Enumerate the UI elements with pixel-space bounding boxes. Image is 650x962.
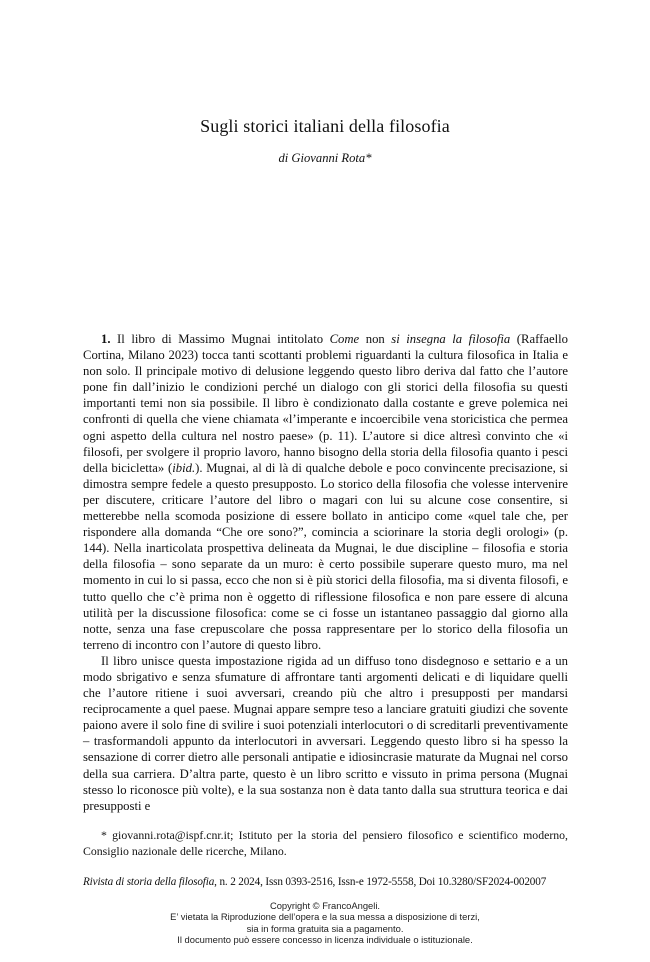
article-title: Sugli storici italiani della filosofia	[200, 116, 450, 136]
article-body	[83, 331, 568, 814]
copyright-line-2: E’ vietata la Riproduzione dell’opera e la sua messa a disposizione di terzi,	[170, 911, 480, 923]
journal-details: , n. 2 2024, Issn 0393-2516, Issn-e 1972-5558, Doi 10.3280/SF2024-002007	[214, 876, 547, 888]
book-title-part-1: Come	[329, 332, 360, 346]
copyright-line-3: sia in forma gratuita sia a pagamento.	[246, 922, 404, 934]
paragraph-1-text-b: non	[359, 332, 392, 346]
journal-citation	[83, 875, 568, 889]
book-title-part-2: si insegna la filosofia	[391, 332, 511, 346]
copyright-line-1: Copyright © FrancoAngeli.	[269, 900, 381, 911]
journal-name: Rivista di storia della filosofia	[83, 876, 215, 888]
paragraph-1-text-c: (Raffaello Cortina, Milano 2023) tocca tanti scottanti problemi riguardanti la cultura filosofica in Italia e non solo. Il principale motivo di delusione leggendo questo libro deriva dal fatto che l’autore pone fin dall’inizio le condizioni perché un dialogo con gli storici della filosofia su questi importanti temi non sia possibile. Il libro è condizionato dalla costante e greve polemica nei confronti di quella che viene chiamata «l’imperante e incoercibile vena storicistica che permea ogni aspetto della cultura nel nostro paese» (p. 11). L’autore si dice altresì convinto che «i filosofi, per svolgere il proprio lavoro, hanno bisogno della storia della filosofia quanto i pesci della bicicletta» (	[83, 332, 569, 475]
footnote-text: * giovanni.rota@ispf.cnr.it; Istituto per la storia del pensiero filosofico e scientifico moderno, Consiglio nazionale delle ricerche, Milano.	[83, 828, 568, 858]
section-number: 1.	[101, 332, 111, 346]
copyright-notice	[0, 900, 650, 946]
copyright-line-4: Il documento può essere concesso in licenza individuale o istituzionale.	[177, 934, 473, 946]
paragraph-1-text-a: Il libro di Massimo Mugnai intitolato	[110, 332, 330, 346]
article-author: di Giovanni Rota*	[278, 151, 372, 165]
footnote	[83, 827, 568, 859]
paragraph-2: Il libro unisce questa impostazione rigida ad un diffuso tono disdegnoso e settario e a un modo sbrigativo e senza sfumature di affrontare tanti argomenti delicati e di liquidare quelli che l’autore ritiene i suoi avversari, creando più che altro i presupposti per mandarsi reciprocamente a quel paese. Mugnai appare sempre teso a lanciare gratuiti giudizi che sovente paiono avere il solo fine di svilire i suoi potenziali interlocutori o di screditarli preventivamente – trasformandoli appunto da interlocutori in avversari. Leggendo questo libro si ha spesso la sensazione di correr dietro alle personali antipatie e idiosincrasie maturate da Mugnai nel corso della sua carriera. D’altra parte, questo è un libro scritto e vissuto in prima persona (Mugnai stesso lo riconosce più volte), e la sua sostanza non è data tanto dalla sua struttura teorica e dai presupposti e	[83, 653, 568, 813]
ibid-reference: ibid.	[172, 460, 196, 475]
paragraph-1	[83, 331, 568, 653]
paragraph-1-text-d: ). Mugnai, al di là di qualche debole e poco convincente precisazione, si dimostra sempre fedele a questo presupposto. Lo storico della filosofia che volesse intervenire per discutere, criticare l’autore del libro o magari con lui su alcune cose consentire, si metterebbe nella scomoda posizione di essere bollato in anticipo come «quel tale che, per rispondere alla domanda “Che ore sono?”, comincia a sciorinare la storia degli orologi» (p. 144). Nella inarticolata prospettiva delineata da Mugnai, le due discipline – filosofia e storia della filosofia – sono separate da un muro: è certo possibile superare questo muro, ma nel momento in cui lo si passa, ecco che non si è più storici della filosofia, ma si diventa filosofi, e tutto quello che c’è prima non è oggetto di riflessione filosofica e non pare essere di alcuna utilità per la discussione filosofica: come se ci fosse un istantaneo passaggio dal giorno alla notte, senza una fase crepuscolare che possa rappresentare per lo storico della filosofia un terreno di incontro con l’autore di questo libro.	[83, 460, 568, 652]
